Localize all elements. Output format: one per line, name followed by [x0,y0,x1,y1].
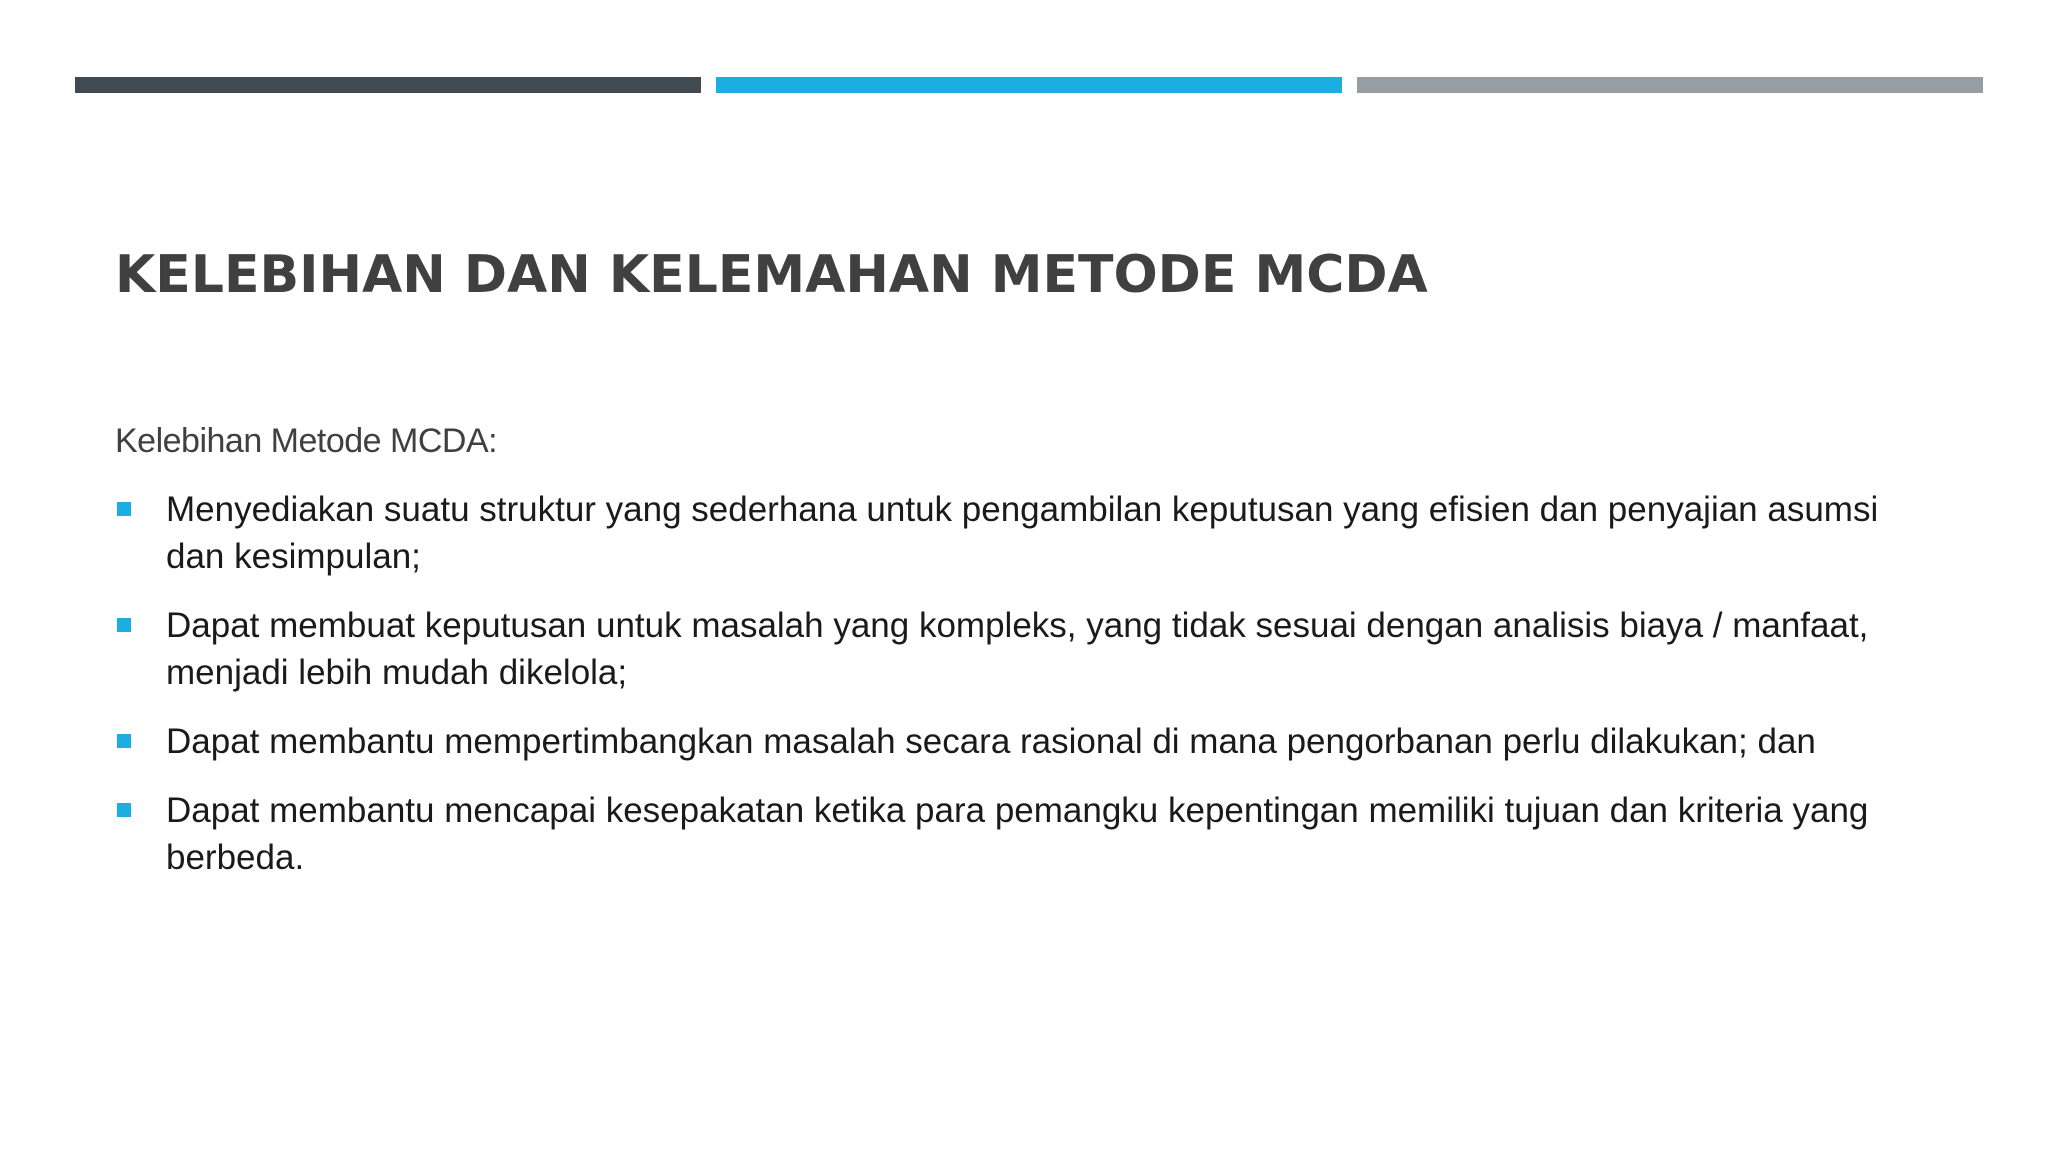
square-bullet-icon [117,734,131,748]
slide-title: KELEBIHAN DAN KELEMAHAN METODE MCDA [115,245,1428,305]
accent-bar-gray [1357,77,1983,93]
square-bullet-icon [117,803,131,817]
list-item [115,787,1915,881]
square-bullet-icon [117,502,131,516]
list-item-text: Dapat membantu mempertimbangkan masalah secara rasional di mana pengorbanan perlu dilakukan; dan [166,722,1816,761]
list-item [115,602,1915,696]
bullet-list [115,486,1915,903]
list-item [115,718,1915,765]
accent-bar-blue [716,77,1342,93]
list-item-text: Menyediakan suatu struktur yang sederhana untuk pengambilan keputusan yang efisien dan penyajian asumsi dan kesimpulan; [166,490,1879,576]
list-item-text: Dapat membantu mencapai kesepakatan ketika para pemangku kepentingan memiliki tujuan dan kriteria yang berbeda. [166,791,1869,877]
accent-bar-dark [75,77,701,93]
list-item [115,486,1915,580]
list-item-text: Dapat membuat keputusan untuk masalah yang kompleks, yang tidak sesuai dengan analisis biaya / manfaat, menjadi lebih mudah dikelola; [166,606,1869,692]
section-subheading: Kelebihan Metode MCDA: [115,422,498,460]
square-bullet-icon [117,618,131,632]
